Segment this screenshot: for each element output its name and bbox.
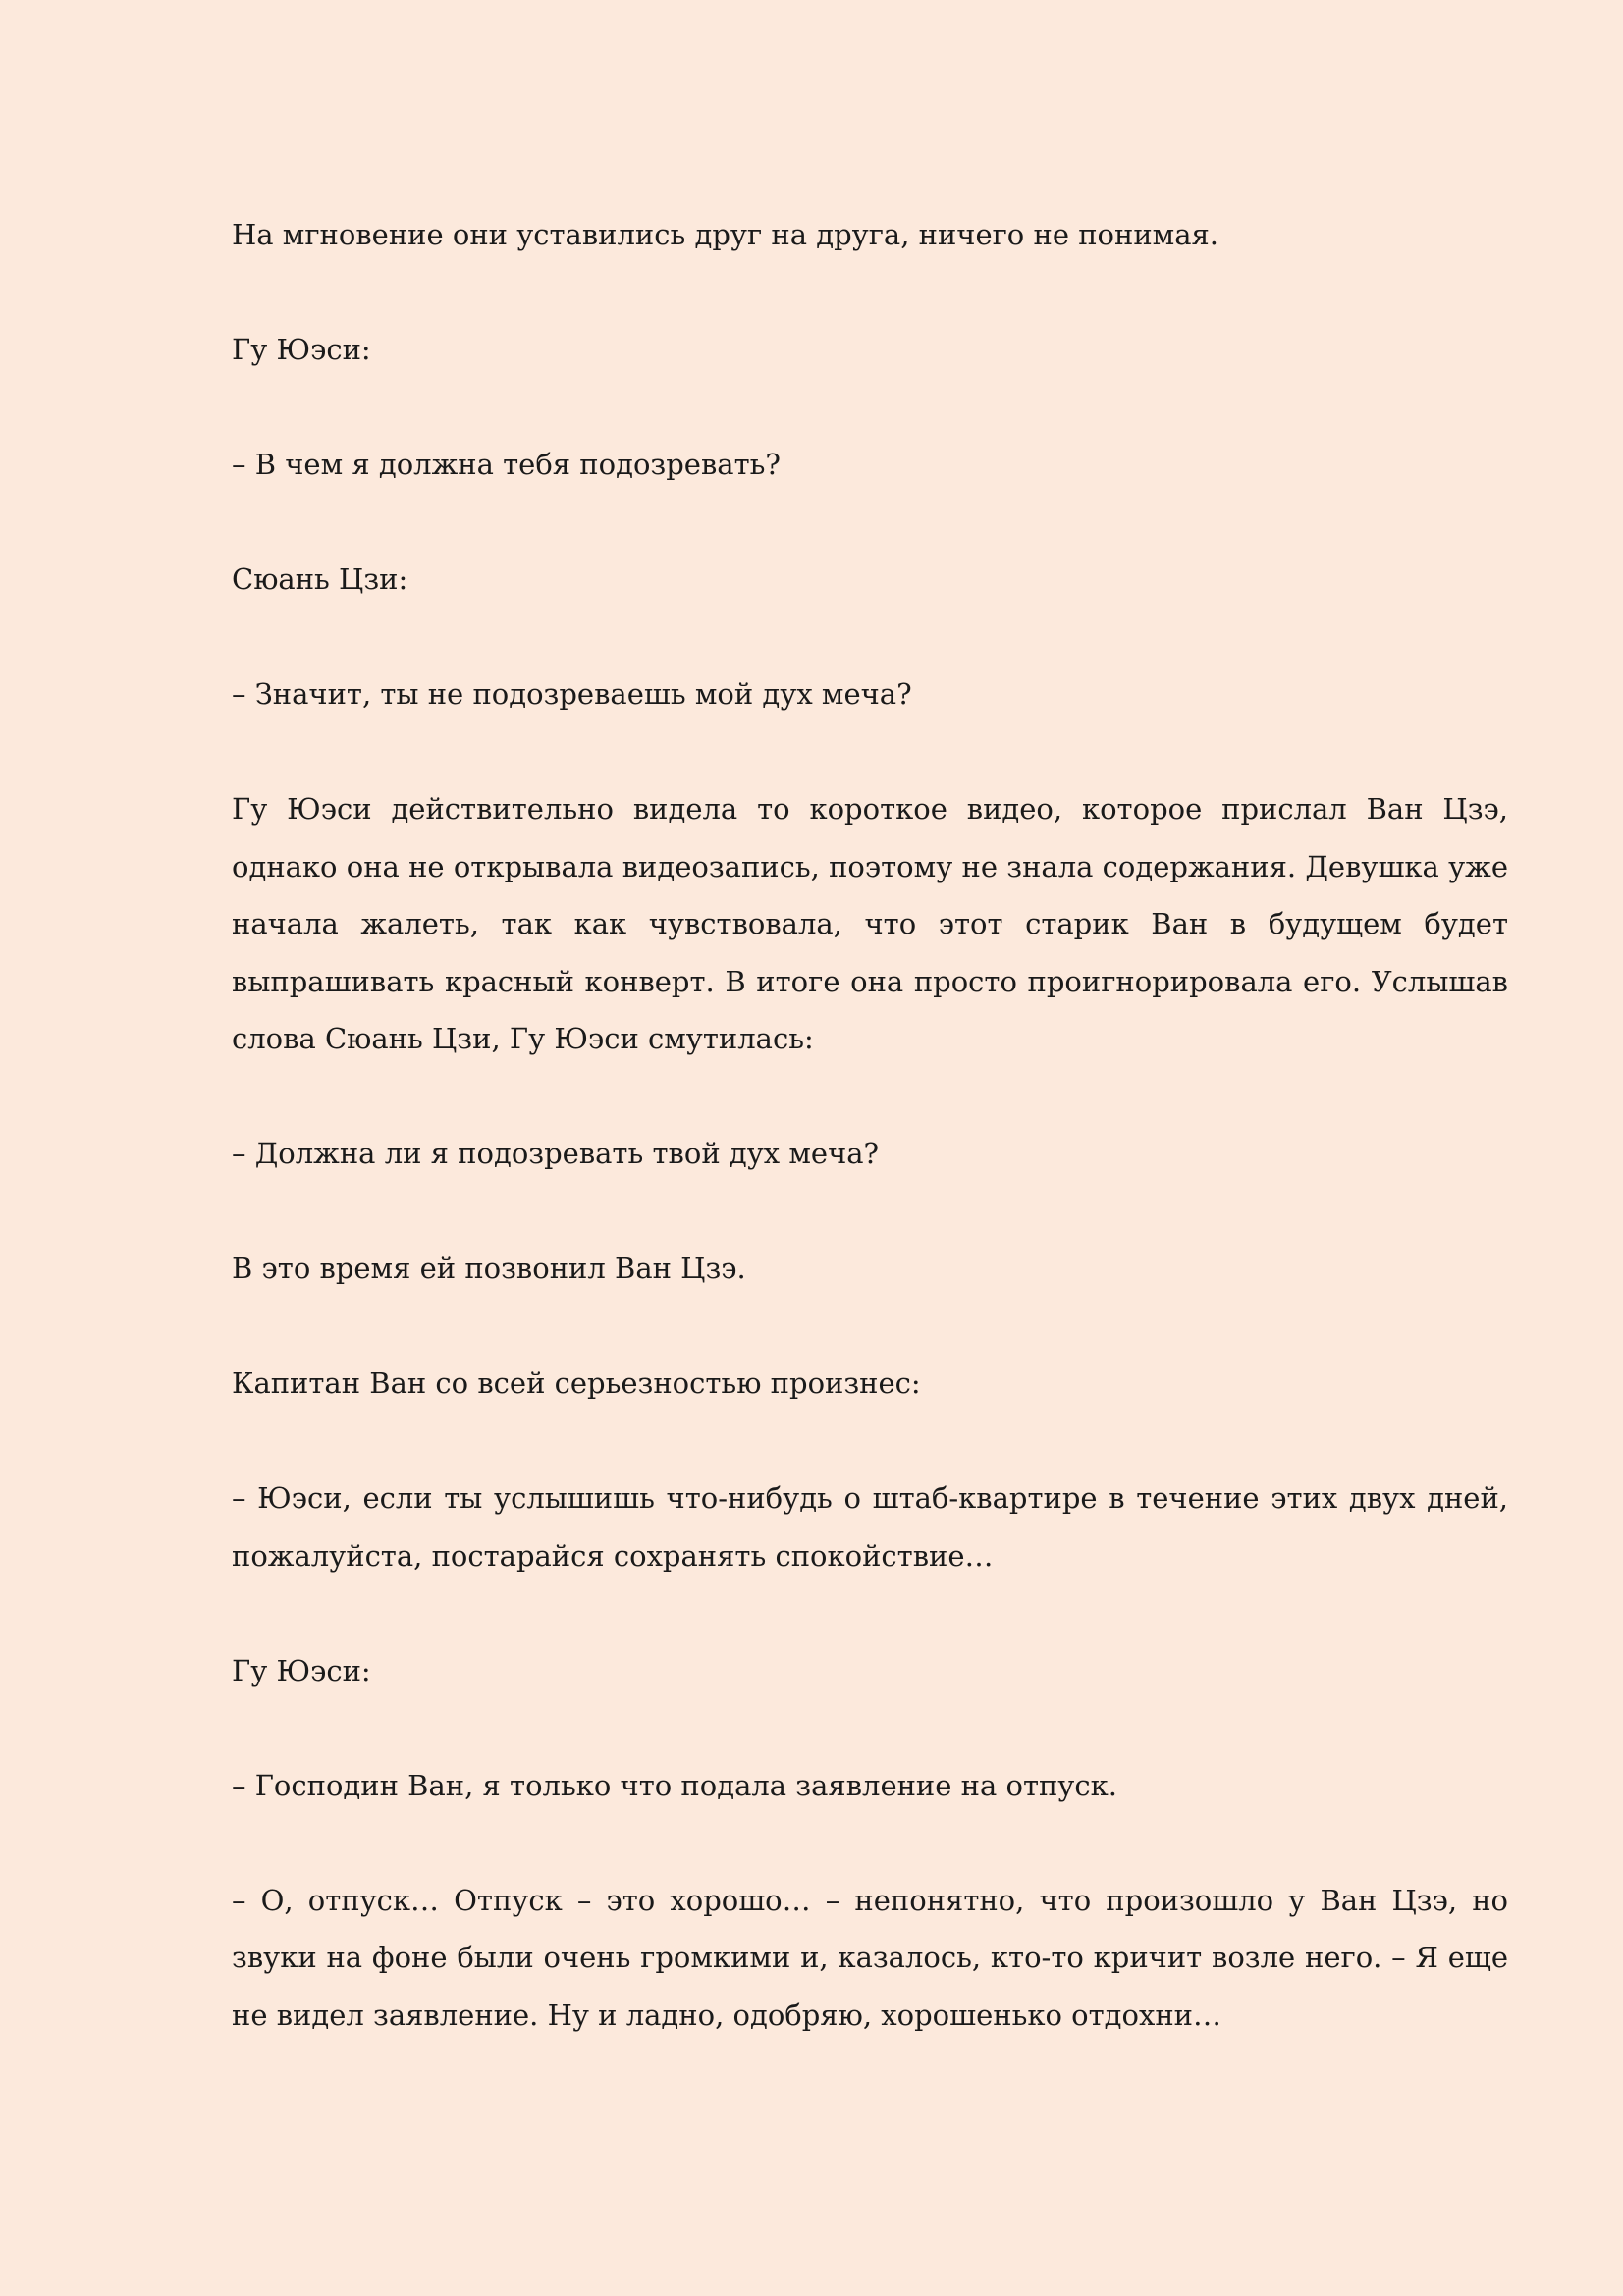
dialogue-line-5: – Господин Ван, я только что подала заявление на отпуск. xyxy=(232,1768,1117,1802)
dialogue-line-1: – В чем я должна тебя подозревать? xyxy=(232,448,781,481)
dialogue-line-2: – Значит, ты не подозреваешь мой дух меча? xyxy=(232,677,912,711)
paragraph-narration: Гу Юэси действительно видела то короткое видео, которое прислал Ван Цзэ, однако она не открывала видеозапись, поэтому не знала содержания. Девушка уже начала жалеть, так как чувствовала, что этот старик Ван в будущем будет выпрашивать красный конверт. В итоге она просто проигнорировала его. Услышав слова Сюань Цзи, Гу Юэси смутилась: xyxy=(232,792,1508,1055)
paragraph-1: На мгновение они уставились друг на друга, ничего не понимая. xyxy=(232,218,1219,251)
speaker-line-gu-yuesi: Гу Юэси: xyxy=(232,333,371,366)
paragraph-captain-speaks: Капитан Ван со всей серьезностью произнес: xyxy=(232,1366,921,1400)
dialogue-line-6: – О, отпуск… Отпуск – это хорошо… – непонятно, что произошло у Ван Цзэ, но звуки на фоне были очень громкими и, казалось, кто-то кричит возле него. – Я еще не видел заявление. Ну и ладно, одобряю, хорошенько отдохни… xyxy=(232,1883,1508,2032)
speaker-line-xuan-ji: Сюань Цзи: xyxy=(232,562,408,596)
document-page xyxy=(232,206,1508,2102)
dialogue-line-3: – Должна ли я подозревать твой дух меча? xyxy=(232,1137,880,1170)
speaker-line-gu-yuesi-2: Гу Юэси: xyxy=(232,1653,371,1687)
paragraph-phone-call: В это время ей позвонил Ван Цзэ. xyxy=(232,1252,746,1285)
dialogue-line-4: – Юэси, если ты услышишь что-нибудь о штаб-квартире в течение этих двух дней, пожалуйста, постарайся сохранять спокойствие… xyxy=(232,1481,1508,1573)
